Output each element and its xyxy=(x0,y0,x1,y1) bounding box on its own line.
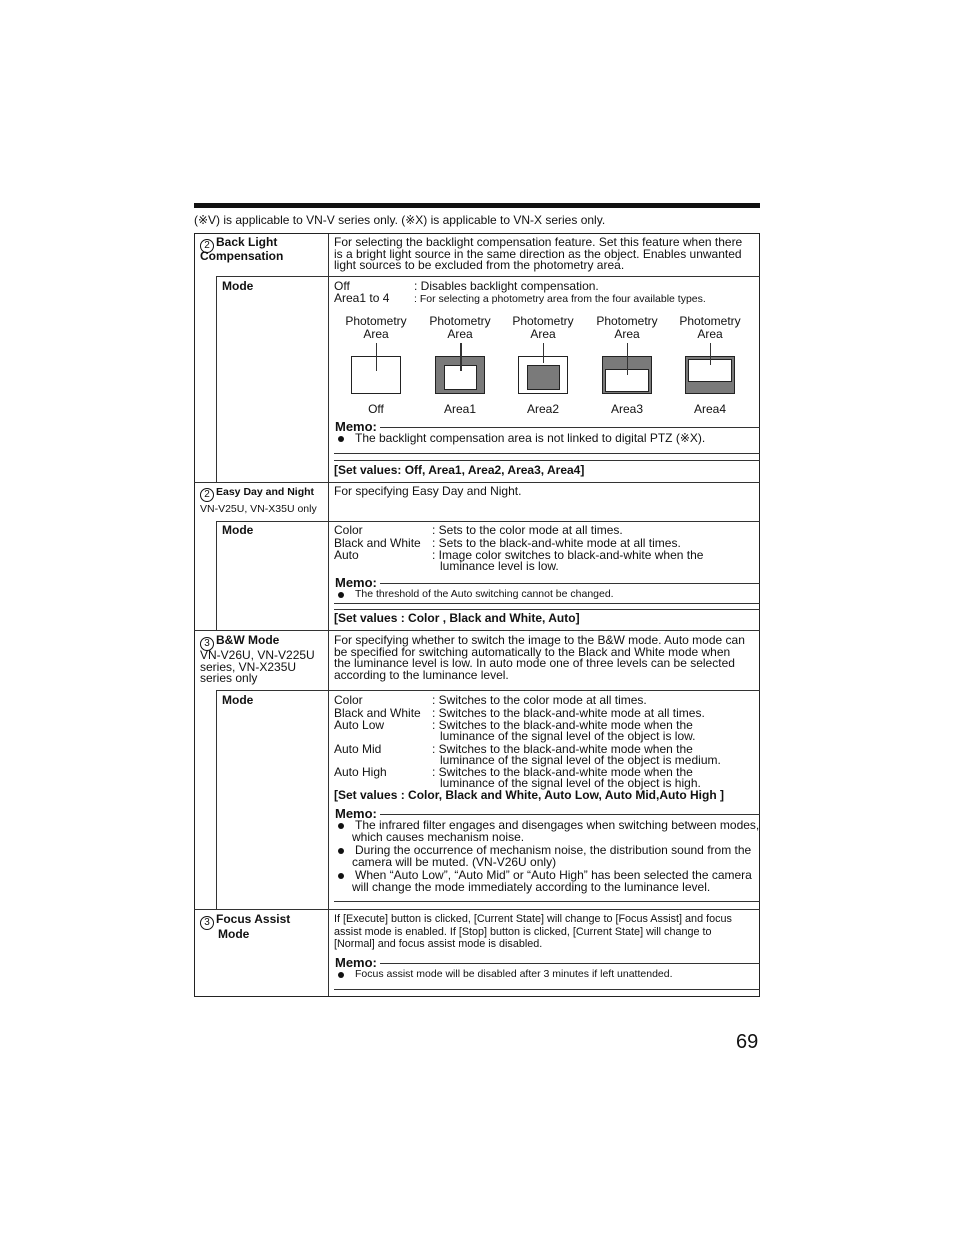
mode-column-line xyxy=(216,690,217,909)
easy-day-night-mode-label: Mode xyxy=(222,523,254,537)
area2-inner xyxy=(527,365,560,390)
memo-item-line2: which causes mechanism noise. xyxy=(352,830,525,844)
bw-option-auto-mid: Auto Mid : Switches to the black-and-white mode when the xyxy=(334,742,693,756)
photometry-label: Photometry Area xyxy=(429,314,491,341)
memo-end-rule xyxy=(334,453,760,454)
bw-option-auto-high-line2: luminance of the signal level of the object is high. xyxy=(440,776,701,790)
focus-assist-desc: assist mode is enabled. If [Stop] button is clicked, [Current State] will change to xyxy=(334,925,712,938)
memo-item-line2: camera will be muted. (VN-V26U only) xyxy=(352,855,557,869)
focus-assist-desc: If [Execute] button is clicked, [Current State] will change to [Focus Assist] and focus xyxy=(334,913,732,925)
edn-set-values: [Set values : Color , Black and White, Auto] xyxy=(334,611,580,625)
step-number: 3 xyxy=(200,916,214,930)
mode-column-line xyxy=(216,521,217,630)
row-divider xyxy=(194,482,760,483)
step-number: 2 xyxy=(200,239,214,253)
top-rule xyxy=(194,203,760,208)
photometry-label: Photometry Area xyxy=(345,314,407,341)
bw-mode-mode-label: Mode xyxy=(222,693,254,707)
backlight-desc: light sources to be excluded from the photometry area. xyxy=(334,258,625,272)
bw-mode-desc: be specified for switching automatically to the Black and White mode when xyxy=(334,644,731,659)
bw-mode-title: 3 B&W Mode xyxy=(200,635,279,651)
row-divider xyxy=(194,630,760,631)
edn-option-bw: Black and White : Sets to the black-and-white mode at all times. xyxy=(334,536,681,550)
memo-rule xyxy=(380,583,760,584)
row-divider xyxy=(216,276,760,277)
easy-day-night-models: VN-V25U, VN-X35U only xyxy=(200,503,317,515)
memo-end-rule xyxy=(334,989,760,990)
bw-mode-desc: For specifying whether to switch the image to the B&W mode. Auto mode can xyxy=(334,633,745,647)
backlight-option-area: Area1 to 4 : For selecting a photometry area from the four available types. xyxy=(334,291,706,305)
easy-day-night-desc: For specifying Easy Day and Night. xyxy=(334,484,522,498)
pointer-line xyxy=(543,343,544,363)
set-values-rule xyxy=(334,460,760,461)
bw-set-values: [Set values : Color, Black and White, Auto Low, Auto Mid,Auto High ] xyxy=(334,788,724,802)
photometry-label: Photometry Area xyxy=(512,314,574,341)
column-divider xyxy=(328,234,329,996)
bullet-icon xyxy=(338,873,344,879)
mode-column-line xyxy=(216,276,217,482)
bw-mode-models: series only xyxy=(200,671,258,685)
backlight-option-off: Off : Disables backlight compensation. xyxy=(334,279,599,293)
memo-item-line2: will change the mode immediately according to the luminance level. xyxy=(352,880,711,894)
memo-label: Memo: xyxy=(335,955,377,970)
memo-label: Memo: xyxy=(335,806,377,821)
pointer-line xyxy=(710,343,711,365)
set-values-rule xyxy=(334,609,760,610)
row-divider xyxy=(216,521,760,522)
photometry-label: Photometry Area xyxy=(679,314,741,341)
area-caption-off: Off xyxy=(368,402,384,416)
focus-assist-desc: [Normal] and focus assist mode is disabled. xyxy=(334,938,543,950)
backlight-desc: is a bright light source in the same direction as the object. Enables unwanted xyxy=(334,246,742,261)
memo-end-rule xyxy=(334,901,760,902)
bw-option-auto-high: Auto High : Switches to the black-and-white mode when the xyxy=(334,765,693,779)
focus-assist-title: 3 Focus Assist xyxy=(200,914,290,930)
bullet-icon xyxy=(338,592,344,598)
backlight-set-values: [Set values: Off, Area1, Area2, Area3, Area4] xyxy=(334,463,585,477)
memo-rule xyxy=(380,814,760,815)
bullet-icon xyxy=(338,848,344,854)
bw-option-color: Color : Switches to the color mode at all times. xyxy=(334,693,647,707)
bw-mode-desc: according to the luminance level. xyxy=(334,667,509,682)
page-number: 69 xyxy=(736,1031,759,1053)
edn-option-color: Color : Sets to the color mode at all times. xyxy=(334,523,623,537)
step-number: 3 xyxy=(200,637,214,651)
easy-day-night-title: 2 Easy Day and Night xyxy=(200,486,314,502)
memo-rule xyxy=(380,963,760,964)
focus-assist-title-line2: Mode xyxy=(218,927,250,941)
photometry-label: Photometry Area xyxy=(596,314,658,341)
series-note: (※V) is applicable to VN-V series only. (※X) is applicable to VN-X series only. xyxy=(194,213,606,227)
bw-option-auto-low-line2: luminance of the signal level of the object is low. xyxy=(440,729,696,743)
backlight-title-line2: Compensation xyxy=(200,249,284,263)
bw-option-auto-low: Auto Low : Switches to the black-and-white mode when the xyxy=(334,718,693,732)
bw-mode-models: series, VN-X235U xyxy=(200,659,297,674)
pointer-line xyxy=(627,343,628,375)
bw-option-bw: Black and White : Switches to the black-and-white mode at all times. xyxy=(334,706,705,720)
backlight-mode-label: Mode xyxy=(222,279,254,293)
edn-option-auto-line2: luminance level is low. xyxy=(440,559,559,573)
bw-option-auto-mid-line2: luminance of the signal level of the object is medium. xyxy=(440,753,721,767)
row-divider xyxy=(194,909,760,910)
memo-rule xyxy=(380,427,760,428)
bullet-icon xyxy=(338,823,344,829)
backlight-title: 2 Back Light xyxy=(200,237,277,253)
bullet-icon xyxy=(338,972,344,978)
bullet-icon xyxy=(338,436,344,442)
area-caption-area4: Area4 xyxy=(693,402,727,416)
edn-option-auto: Auto : Image color switches to black-and-white when the xyxy=(334,548,704,562)
row-divider xyxy=(216,690,760,691)
bw-mode-models: VN-V26U, VN-V225U xyxy=(200,648,315,662)
pointer-line xyxy=(376,343,377,371)
memo-label: Memo: xyxy=(335,575,377,590)
pointer-line xyxy=(460,343,462,371)
memo-label: Memo: xyxy=(335,419,377,434)
area-caption-area1: Area1 xyxy=(443,402,477,416)
bw-mode-desc: the luminance level is low. In auto mode one of three levels can be selected xyxy=(334,656,735,670)
area-caption-area2: Area2 xyxy=(526,402,560,416)
step-number: 2 xyxy=(200,488,214,502)
memo-end-rule xyxy=(334,603,760,604)
area-caption-area3: Area3 xyxy=(610,402,644,416)
backlight-desc: For selecting the backlight compensation feature. Set this feature when there xyxy=(334,235,743,249)
